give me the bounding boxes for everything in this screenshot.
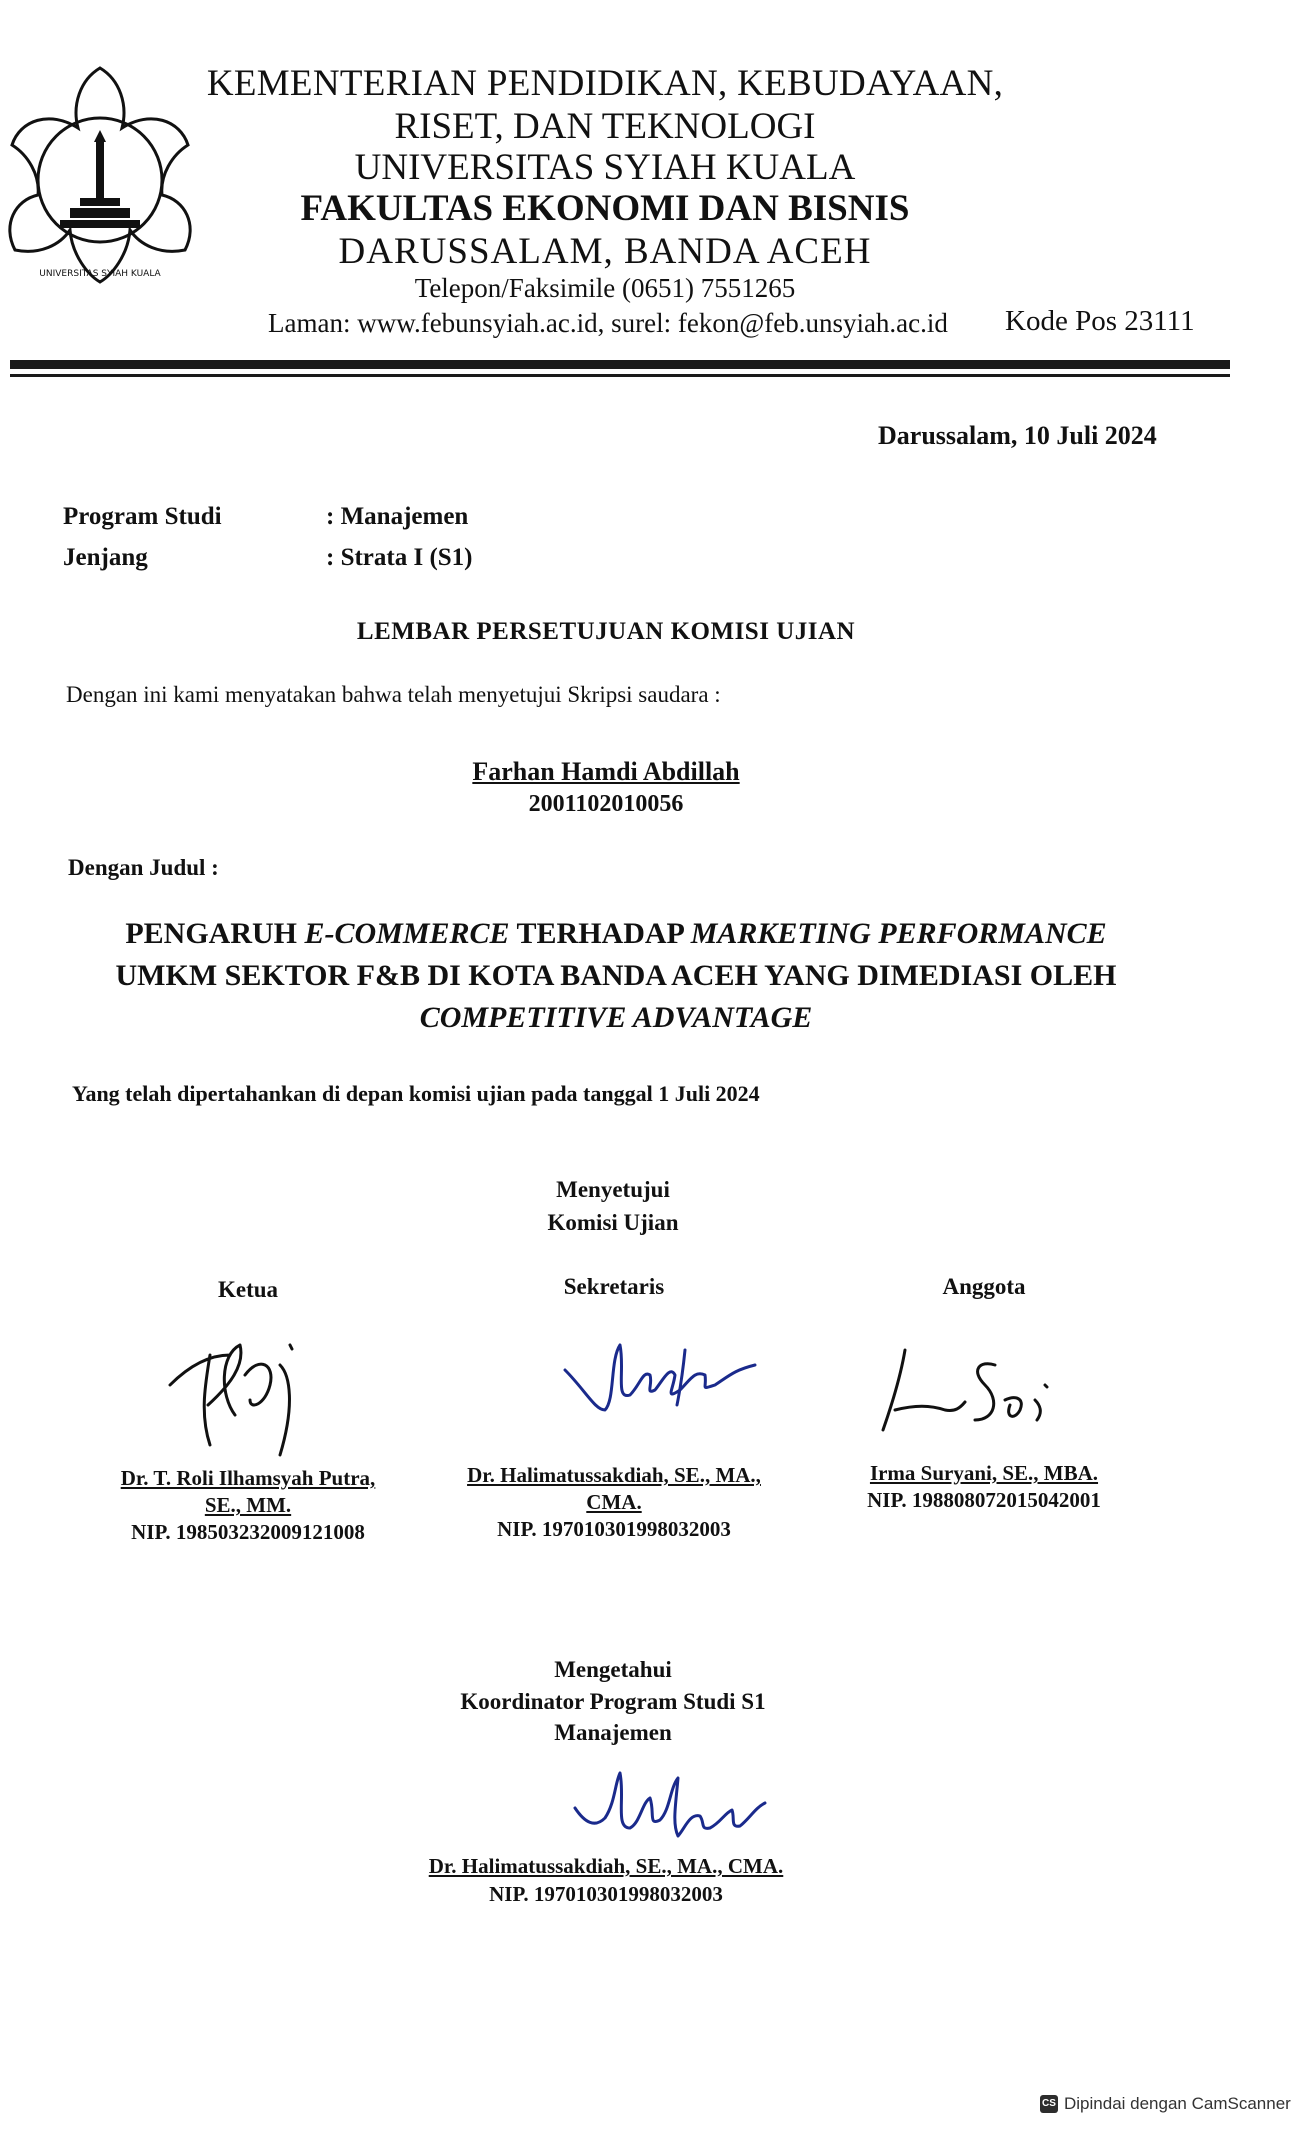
- person-ketua: [38, 1465, 458, 1546]
- phone-line: Telepon/Faksimile (0651) 7551265: [414, 273, 796, 303]
- university-logo: [0, 50, 200, 300]
- program-value: : Manajemen: [326, 503, 469, 530]
- faculty-name: FAKULTAS EKONOMI DAN BISNIS: [300, 188, 910, 229]
- camscanner-text: Dipindai dengan CamScanner: [1064, 2094, 1291, 2113]
- header-rule-thin: [10, 374, 1230, 377]
- signature-sekretaris: [555, 1330, 775, 1430]
- logo-text: UNIVERSITAS SYIAH KUALA: [39, 269, 161, 279]
- signature-ketua: [150, 1325, 340, 1465]
- signature-anggota: [875, 1340, 1115, 1440]
- ministry-line-1: KEMENTERIAN PENDIDIKAN, KEBUDAYAAN,: [206, 63, 1004, 104]
- student-name: Farhan Hamdi Abdillah: [472, 757, 740, 786]
- camscanner-badge: [1040, 2094, 1291, 2114]
- header-rule-thick: [10, 360, 1230, 369]
- program-label: Program Studi: [63, 503, 222, 530]
- anggota-name: Irma Suryani, SE., MBA.: [869, 1461, 1099, 1485]
- signature-coordinator: [560, 1758, 780, 1868]
- coordinator-title: Koordinator Program Studi S1: [460, 1689, 766, 1714]
- level-label: Jenjang: [63, 544, 148, 571]
- ketua-nip: NIP. 198503232009121008: [131, 1520, 365, 1544]
- approval-heading: Menyetujui: [556, 1177, 670, 1202]
- document-title: LEMBAR PERSETUJUAN KOMISI UJIAN: [356, 618, 856, 645]
- coordinator-name: Dr. Halimatussakdiah, SE., MA., CMA.: [428, 1854, 784, 1878]
- role-anggota: Anggota: [942, 1274, 1026, 1299]
- thesis-title-line-2: UMKM SEKTOR F&B DI KOTA BANDA ACEH YANG DIMEDIASI OLEH: [115, 959, 1117, 992]
- letter-date: Darussalam, 10 Juli 2024: [878, 421, 1157, 450]
- web-line: Laman: www.febunsyiah.ac.id, surel: fekon@feb.unsyiah.ac.id: [268, 308, 948, 338]
- university-name: UNIVERSITAS SYIAH KUALA: [354, 147, 856, 188]
- role-sekretaris: Sekretaris: [563, 1274, 665, 1299]
- thesis-title-line-3: COMPETITIVE ADVANTAGE: [419, 1001, 813, 1034]
- person-anggota: [774, 1460, 1194, 1514]
- coordinator-nip: NIP. 197010301998032003: [489, 1882, 723, 1906]
- acknowledged-heading: Mengetahui: [554, 1657, 672, 1682]
- sekretaris-name-line-2: CMA.: [586, 1490, 642, 1514]
- defense-statement: Yang telah dipertahankan di depan komisi ujian pada tanggal 1 Juli 2024: [72, 1081, 760, 1106]
- sekretaris-nip: NIP. 197010301998032003: [497, 1517, 731, 1541]
- faculty-location: DARUSSALAM, BANDA ACEH: [338, 231, 872, 272]
- person-sekretaris: [404, 1462, 824, 1543]
- camscanner-icon: CS: [1040, 2095, 1058, 2113]
- anggota-nip: NIP. 198808072015042001: [867, 1488, 1101, 1512]
- level-value: : Strata I (S1): [326, 544, 473, 571]
- coordinator-program: Manajemen: [554, 1720, 672, 1745]
- sekretaris-name-line-1: Dr. Halimatussakdiah, SE., MA.,: [467, 1463, 761, 1487]
- thesis-title-line-1: PENGARUH E-COMMERCE TERHADAP MARKETING PERFORMANCE: [125, 917, 1107, 950]
- approval-subheading: Komisi Ujian: [547, 1210, 679, 1235]
- thesis-title: [0, 913, 1267, 1039]
- postal-code: Kode Pos 23111: [1005, 305, 1195, 337]
- role-ketua: Ketua: [217, 1277, 279, 1302]
- intro-statement: Dengan ini kami menyatakan bahwa telah menyetujui Skripsi saudara :: [66, 682, 721, 707]
- thesis-title-label: Dengan Judul :: [68, 855, 219, 880]
- ketua-name-line-2: SE., MM.: [204, 1493, 292, 1517]
- ketua-name-line-1: Dr. T. Roli Ilhamsyah Putra,: [120, 1466, 376, 1490]
- student-nim: 2001102010056: [528, 791, 684, 817]
- ministry-line-2: RISET, DAN TEKNOLOGI: [394, 106, 816, 147]
